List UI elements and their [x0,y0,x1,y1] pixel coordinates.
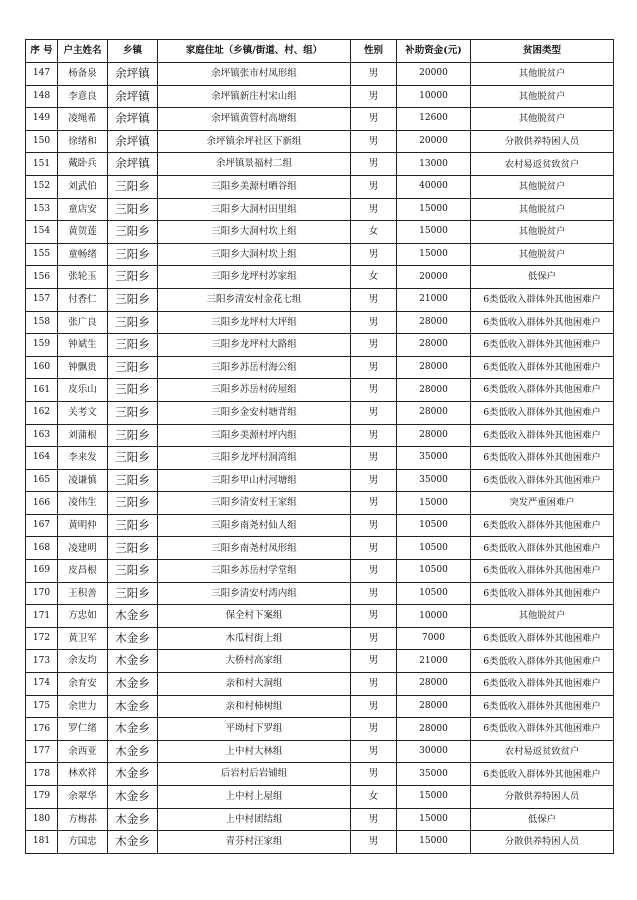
cell-address: 余坪镇新庄村宋山组 [158,85,351,108]
cell-gender: 男 [351,673,397,696]
table-row [26,379,614,402]
cell-index: 155 [26,243,58,266]
cell-subsidy-amount: 10500 [397,514,471,537]
cell-township: 余坪镇 [108,153,158,176]
cell-address: 上中村团结组 [158,808,351,831]
cell-township: 三阳乡 [108,379,158,402]
cell-index: 178 [26,763,58,786]
cell-address: 三阳乡金安村塘背组 [158,401,351,424]
cell-address: 三阳乡龙坪村苏家组 [158,266,351,289]
cell-gender: 男 [351,514,397,537]
cell-index: 168 [26,537,58,560]
cell-subsidy-amount: 35000 [397,447,471,470]
cell-township: 三阳乡 [108,401,158,424]
table-row [26,153,614,176]
cell-subsidy-amount: 20000 [397,63,471,86]
cell-township: 三阳乡 [108,356,158,379]
table-row [26,786,614,809]
cell-poverty-type: 6类低收入群体外其他困难户 [471,379,614,402]
table-row [26,514,614,537]
cell-address: 余坪镇黄管村高塘组 [158,108,351,131]
table-row [26,85,614,108]
header-gender: 性别 [351,40,397,63]
table-row [26,650,614,673]
cell-address: 三阳乡龙坪村大坪组 [158,311,351,334]
cell-gender: 男 [351,198,397,221]
cell-gender: 男 [351,334,397,357]
cell-gender: 男 [351,175,397,198]
cell-gender: 男 [351,130,397,153]
cell-householder-name: 余西亚 [58,740,108,763]
cell-poverty-type: 6类低收入群体外其他困难户 [471,718,614,741]
cell-subsidy-amount: 28000 [397,695,471,718]
cell-householder-name: 刘武伯 [58,175,108,198]
cell-householder-name: 张轮玉 [58,266,108,289]
cell-address: 三阳乡甲山村河塘组 [158,469,351,492]
cell-township: 三阳乡 [108,221,158,244]
table-row [26,831,614,854]
cell-poverty-type: 6类低收入群体外其他困难户 [471,763,614,786]
cell-householder-name: 王积善 [58,582,108,605]
cell-address: 三阳乡龙坪村洞湾组 [158,447,351,470]
cell-address: 三阳乡苏岳村海公组 [158,356,351,379]
cell-householder-name: 余育安 [58,673,108,696]
cell-index: 166 [26,492,58,515]
cell-township: 三阳乡 [108,288,158,311]
table-row [26,605,614,628]
cell-subsidy-amount: 40000 [397,175,471,198]
cell-address: 三阳乡清安村湾内组 [158,582,351,605]
cell-poverty-type: 6类低收入群体外其他困难户 [471,673,614,696]
cell-poverty-type: 6类低收入群体外其他困难户 [471,356,614,379]
cell-householder-name: 余友均 [58,650,108,673]
header-address: 家庭住址（乡镇/街道、村、组） [158,40,351,63]
cell-index: 165 [26,469,58,492]
cell-township: 三阳乡 [108,492,158,515]
cell-subsidy-amount: 7000 [397,627,471,650]
cell-address: 三阳乡美源村晒谷组 [158,175,351,198]
cell-householder-name: 方梅荪 [58,808,108,831]
cell-index: 181 [26,831,58,854]
cell-gender: 男 [351,447,397,470]
cell-township: 木金乡 [108,740,158,763]
cell-gender: 女 [351,266,397,289]
cell-householder-name: 方忠如 [58,605,108,628]
cell-gender: 男 [351,560,397,583]
cell-subsidy-amount: 10500 [397,582,471,605]
cell-householder-name: 徐绪和 [58,130,108,153]
cell-address: 三阳乡南尧村凤形组 [158,537,351,560]
cell-subsidy-amount: 28000 [397,401,471,424]
cell-index: 162 [26,401,58,424]
cell-index: 167 [26,514,58,537]
cell-subsidy-amount: 28000 [397,311,471,334]
cell-poverty-type: 其他脱贫户 [471,605,614,628]
cell-address: 上中村上屋组 [158,786,351,809]
cell-township: 木金乡 [108,786,158,809]
cell-gender: 男 [351,401,397,424]
table-row [26,469,614,492]
cell-subsidy-amount: 20000 [397,266,471,289]
cell-poverty-type: 其他脱贫户 [471,108,614,131]
cell-poverty-type: 低保户 [471,266,614,289]
cell-poverty-type: 分散供养特困人员 [471,786,614,809]
cell-index: 180 [26,808,58,831]
cell-township: 木金乡 [108,718,158,741]
header-householder-name: 户主姓名 [58,40,108,63]
cell-gender: 男 [351,831,397,854]
cell-index: 171 [26,605,58,628]
header-poverty-type: 贫困类型 [471,40,614,63]
cell-householder-name: 余世力 [58,695,108,718]
cell-householder-name: 张广良 [58,311,108,334]
cell-householder-name: 皮昌根 [58,560,108,583]
cell-index: 163 [26,424,58,447]
cell-subsidy-amount: 28000 [397,379,471,402]
table-row [26,582,614,605]
cell-index: 179 [26,786,58,809]
cell-poverty-type: 6类低收入群体外其他困难户 [471,514,614,537]
cell-subsidy-amount: 13000 [397,153,471,176]
cell-gender: 男 [351,740,397,763]
header-row [26,40,614,63]
cell-poverty-type: 6类低收入群体外其他困难户 [471,469,614,492]
cell-subsidy-amount: 35000 [397,763,471,786]
cell-householder-name: 黄明仲 [58,514,108,537]
table-row [26,198,614,221]
table-body [26,63,614,854]
cell-township: 木金乡 [108,650,158,673]
cell-township: 三阳乡 [108,469,158,492]
cell-address: 三阳乡龙坪村大路组 [158,334,351,357]
cell-township: 木金乡 [108,627,158,650]
cell-address: 三阳乡美源村坪内组 [158,424,351,447]
cell-address: 后岩村后岩铺组 [158,763,351,786]
cell-township: 三阳乡 [108,175,158,198]
cell-subsidy-amount: 30000 [397,740,471,763]
cell-township: 三阳乡 [108,266,158,289]
cell-address: 亲和村大洞组 [158,673,351,696]
cell-township: 余坪镇 [108,85,158,108]
cell-poverty-type: 6类低收入群体外其他困难户 [471,334,614,357]
cell-poverty-type: 其他脱贫户 [471,243,614,266]
cell-subsidy-amount: 10000 [397,605,471,628]
cell-poverty-type: 其他脱贫户 [471,63,614,86]
cell-householder-name: 李意良 [58,85,108,108]
cell-householder-name: 戴卧兵 [58,153,108,176]
cell-index: 151 [26,153,58,176]
cell-householder-name: 黄卫军 [58,627,108,650]
cell-address: 三阳乡南尧村仙人组 [158,514,351,537]
table-row [26,763,614,786]
cell-subsidy-amount: 21000 [397,288,471,311]
cell-gender: 男 [351,424,397,447]
cell-gender: 男 [351,718,397,741]
cell-householder-name: 皮乐山 [58,379,108,402]
cell-subsidy-amount: 15000 [397,492,471,515]
cell-township: 三阳乡 [108,311,158,334]
cell-address: 大桥村高家组 [158,650,351,673]
cell-gender: 男 [351,627,397,650]
cell-householder-name: 罗仁绪 [58,718,108,741]
cell-address: 余坪镇景福村二组 [158,153,351,176]
cell-township: 三阳乡 [108,560,158,583]
cell-township: 三阳乡 [108,243,158,266]
cell-township: 三阳乡 [108,447,158,470]
cell-address: 三阳乡清安村王家组 [158,492,351,515]
cell-householder-name: 凌建明 [58,537,108,560]
table-row [26,673,614,696]
cell-householder-name: 杨备泉 [58,63,108,86]
cell-poverty-type: 农村易返贫致贫户 [471,153,614,176]
table-row [26,130,614,153]
cell-address: 保全村下案组 [158,605,351,628]
cell-householder-name: 付香仁 [58,288,108,311]
cell-poverty-type: 6类低收入群体外其他困难户 [471,424,614,447]
cell-poverty-type: 突发严重困难户 [471,492,614,515]
cell-index: 164 [26,447,58,470]
cell-address: 三阳乡大洞村田里组 [158,198,351,221]
cell-poverty-type: 6类低收入群体外其他困难户 [471,537,614,560]
cell-householder-name: 凌谦慎 [58,469,108,492]
cell-index: 153 [26,198,58,221]
cell-township: 三阳乡 [108,514,158,537]
cell-index: 150 [26,130,58,153]
cell-township: 木金乡 [108,605,158,628]
cell-address: 三阳乡苏岳村砖屋组 [158,379,351,402]
cell-township: 余坪镇 [108,108,158,131]
cell-gender: 男 [351,808,397,831]
cell-township: 木金乡 [108,763,158,786]
cell-index: 170 [26,582,58,605]
cell-householder-name: 关考文 [58,401,108,424]
cell-index: 148 [26,85,58,108]
cell-address: 木瓜村街上组 [158,627,351,650]
cell-index: 160 [26,356,58,379]
cell-index: 174 [26,673,58,696]
table-row [26,695,614,718]
cell-gender: 男 [351,85,397,108]
cell-index: 159 [26,334,58,357]
table-row [26,108,614,131]
cell-householder-name: 童店安 [58,198,108,221]
cell-gender: 男 [351,469,397,492]
cell-householder-name: 刘蒲根 [58,424,108,447]
cell-gender: 女 [351,221,397,244]
cell-gender: 男 [351,763,397,786]
cell-gender: 男 [351,492,397,515]
cell-subsidy-amount: 28000 [397,356,471,379]
cell-address: 亲和村柿树组 [158,695,351,718]
cell-poverty-type: 农村易返贫致贫户 [471,740,614,763]
cell-poverty-type: 6类低收入群体外其他困难户 [471,447,614,470]
cell-subsidy-amount: 12600 [397,108,471,131]
table-row [26,492,614,515]
table-row [26,288,614,311]
cell-gender: 男 [351,153,397,176]
table-row [26,334,614,357]
table-row [26,356,614,379]
cell-poverty-type: 6类低收入群体外其他困难户 [471,311,614,334]
cell-householder-name: 方国忠 [58,831,108,854]
cell-township: 木金乡 [108,673,158,696]
cell-index: 172 [26,627,58,650]
cell-subsidy-amount: 21000 [397,650,471,673]
table-row [26,266,614,289]
cell-subsidy-amount: 35000 [397,469,471,492]
cell-gender: 男 [351,311,397,334]
cell-poverty-type: 6类低收入群体外其他困难户 [471,582,614,605]
cell-poverty-type: 分散供养特困人员 [471,831,614,854]
cell-gender: 男 [351,695,397,718]
cell-gender: 男 [351,582,397,605]
cell-gender: 男 [351,537,397,560]
table-row [26,243,614,266]
cell-township: 余坪镇 [108,63,158,86]
cell-gender: 男 [351,650,397,673]
cell-subsidy-amount: 28000 [397,673,471,696]
cell-index: 173 [26,650,58,673]
cell-index: 147 [26,63,58,86]
cell-poverty-type: 6类低收入群体外其他困难户 [471,288,614,311]
cell-householder-name: 李来发 [58,447,108,470]
cell-index: 152 [26,175,58,198]
cell-index: 154 [26,221,58,244]
cell-index: 158 [26,311,58,334]
cell-address: 三阳乡大洞村坎上组 [158,221,351,244]
cell-gender: 女 [351,786,397,809]
cell-township: 三阳乡 [108,582,158,605]
cell-address: 上中村大林组 [158,740,351,763]
subsidy-table-container [25,39,613,854]
cell-subsidy-amount: 10500 [397,560,471,583]
cell-poverty-type: 6类低收入群体外其他困难户 [471,650,614,673]
table-row [26,311,614,334]
cell-index: 161 [26,379,58,402]
cell-index: 149 [26,108,58,131]
cell-address: 三阳乡苏岳村学堂组 [158,560,351,583]
cell-poverty-type: 6类低收入群体外其他困难户 [471,560,614,583]
cell-index: 169 [26,560,58,583]
table-row [26,740,614,763]
cell-township: 余坪镇 [108,130,158,153]
cell-poverty-type: 其他脱贫户 [471,198,614,221]
cell-township: 木金乡 [108,695,158,718]
table-row [26,627,614,650]
table-header [26,40,614,63]
cell-subsidy-amount: 20000 [397,130,471,153]
header-subsidy-amount: 补助资金(元) [397,40,471,63]
cell-address: 余坪镇张市村凤形组 [158,63,351,86]
cell-subsidy-amount: 28000 [397,424,471,447]
cell-gender: 男 [351,605,397,628]
cell-subsidy-amount: 15000 [397,221,471,244]
table-row [26,447,614,470]
cell-subsidy-amount: 15000 [397,243,471,266]
cell-township: 三阳乡 [108,424,158,447]
cell-subsidy-amount: 10000 [397,85,471,108]
cell-address: 余坪镇余坪社区下新组 [158,130,351,153]
table-row [26,808,614,831]
table-row [26,560,614,583]
cell-index: 156 [26,266,58,289]
table-row [26,221,614,244]
cell-township: 三阳乡 [108,537,158,560]
cell-address: 三阳乡清安村金花七组 [158,288,351,311]
cell-subsidy-amount: 15000 [397,198,471,221]
cell-township: 木金乡 [108,808,158,831]
cell-poverty-type: 低保户 [471,808,614,831]
cell-subsidy-amount: 15000 [397,808,471,831]
table-row [26,424,614,447]
cell-index: 157 [26,288,58,311]
cell-subsidy-amount: 28000 [397,718,471,741]
cell-subsidy-amount: 15000 [397,786,471,809]
cell-poverty-type: 其他脱贫户 [471,221,614,244]
cell-householder-name: 钟斌生 [58,334,108,357]
cell-poverty-type: 其他脱贫户 [471,175,614,198]
subsidy-table [25,39,614,854]
cell-gender: 男 [351,108,397,131]
cell-poverty-type: 6类低收入群体外其他困难户 [471,695,614,718]
cell-subsidy-amount: 28000 [397,334,471,357]
cell-subsidy-amount: 15000 [397,831,471,854]
table-row [26,63,614,86]
cell-index: 175 [26,695,58,718]
cell-township: 三阳乡 [108,334,158,357]
cell-address: 三阳乡大洞村坎上组 [158,243,351,266]
cell-gender: 男 [351,379,397,402]
cell-index: 177 [26,740,58,763]
cell-poverty-type: 其他脱贫户 [471,85,614,108]
cell-township: 木金乡 [108,831,158,854]
cell-householder-name: 林欢祥 [58,763,108,786]
header-index: 序 号 [26,40,58,63]
cell-householder-name: 凌伟生 [58,492,108,515]
cell-householder-name: 钟飘贵 [58,356,108,379]
header-township: 乡镇 [108,40,158,63]
table-row [26,401,614,424]
cell-gender: 男 [351,288,397,311]
table-row [26,718,614,741]
cell-poverty-type: 6类低收入群体外其他困难户 [471,627,614,650]
cell-householder-name: 童畅绪 [58,243,108,266]
cell-gender: 男 [351,63,397,86]
cell-poverty-type: 分散供养特困人员 [471,130,614,153]
cell-address: 青芬村汪家组 [158,831,351,854]
cell-householder-name: 黄贺莲 [58,221,108,244]
cell-householder-name: 凌绳希 [58,108,108,131]
cell-gender: 男 [351,243,397,266]
table-row [26,537,614,560]
cell-township: 三阳乡 [108,198,158,221]
cell-address: 平坳村下罗组 [158,718,351,741]
cell-householder-name: 余翠华 [58,786,108,809]
cell-subsidy-amount: 10500 [397,537,471,560]
cell-index: 176 [26,718,58,741]
cell-gender: 男 [351,356,397,379]
cell-poverty-type: 6类低收入群体外其他困难户 [471,401,614,424]
table-row [26,175,614,198]
